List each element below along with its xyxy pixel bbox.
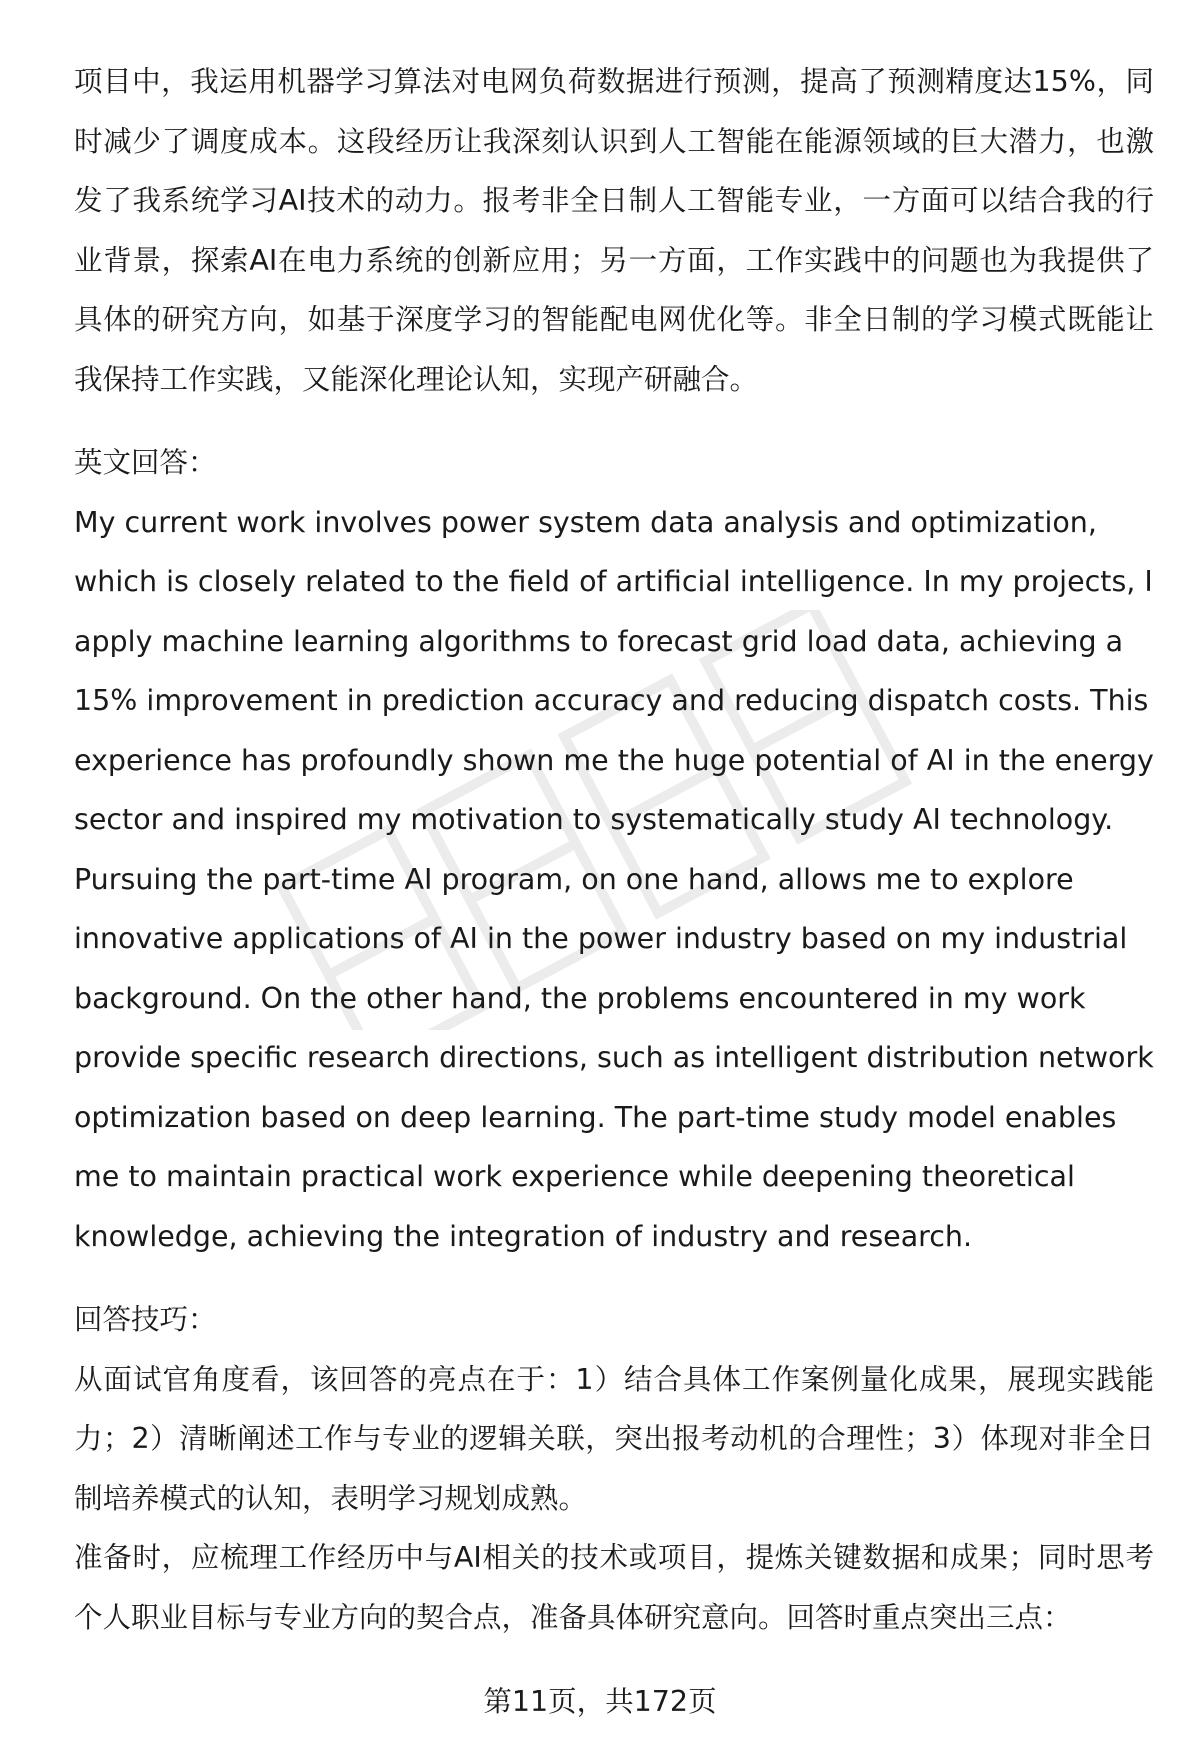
page-number: 第11页，共172页: [483, 1685, 717, 1718]
document-body: [74, 52, 1154, 1647]
answer-tips-paragraph-1: 从面试官角度看，该回答的亮点在于：1）结合具体工作案例量化成果，展现实践能力；2）清晰阐述工作与专业的逻辑关联，突出报考动机的合理性；3）体现对非全日制培养模式的认知，表明学习规划成熟。: [74, 1362, 1154, 1515]
english-answer-heading: 英文回答：: [74, 446, 217, 479]
english-answer-paragraph: My current work involves power system data analysis and optimization, which is closely related to the field of artificial intelligence. In my projects, I apply machine learning algorithms to forecast grid load data, achieving a 15% improvement in prediction accuracy and reducing dispatch costs. This experience has profoundly shown me the huge potential of AI in the energy sector and inspired my motivation to systematically study AI technology. Pursuing the part-time AI program, on one hand, allows me to explore innovative applications of AI in the power industry based on my industrial background. On the other hand, the problems encountered in my work provide specific research directions, such as intelligent distribution network optimization based on deep learning. The part-time study model enables me to maintain practical work experience while deepening theoretical knowledge, achieving the integration of industry and research.: [74, 505, 1154, 1253]
answer-tips-paragraph-2: 准备时，应梳理工作经历中与AI相关的技术或项目，提炼关键数据和成果；同时思考个人职业目标与专业方向的契合点，准备具体研究意向。回答时重点突出三点：: [74, 1541, 1154, 1634]
answer-tips-heading: 回答技巧：: [74, 1303, 217, 1336]
chinese-answer-paragraph: 项目中，我运用机器学习算法对电网负荷数据进行预测，提高了预测精度达15%，同时减少了调度成本。这段经历让我深刻认识到人工智能在能源领域的巨大潜力，也激发了我系统学习AI技术的动力。报考非全日制人工智能专业，一方面可以结合我的行业背景，探索AI在电力系统的创新应用；另一方面，工作实践中的问题也为我提供了具体的研究方向，如基于深度学习的智能配电网优化等。非全日制的学习模式既能让我保持工作实践，又能深化理论认知，实现产研融合。: [74, 65, 1154, 396]
